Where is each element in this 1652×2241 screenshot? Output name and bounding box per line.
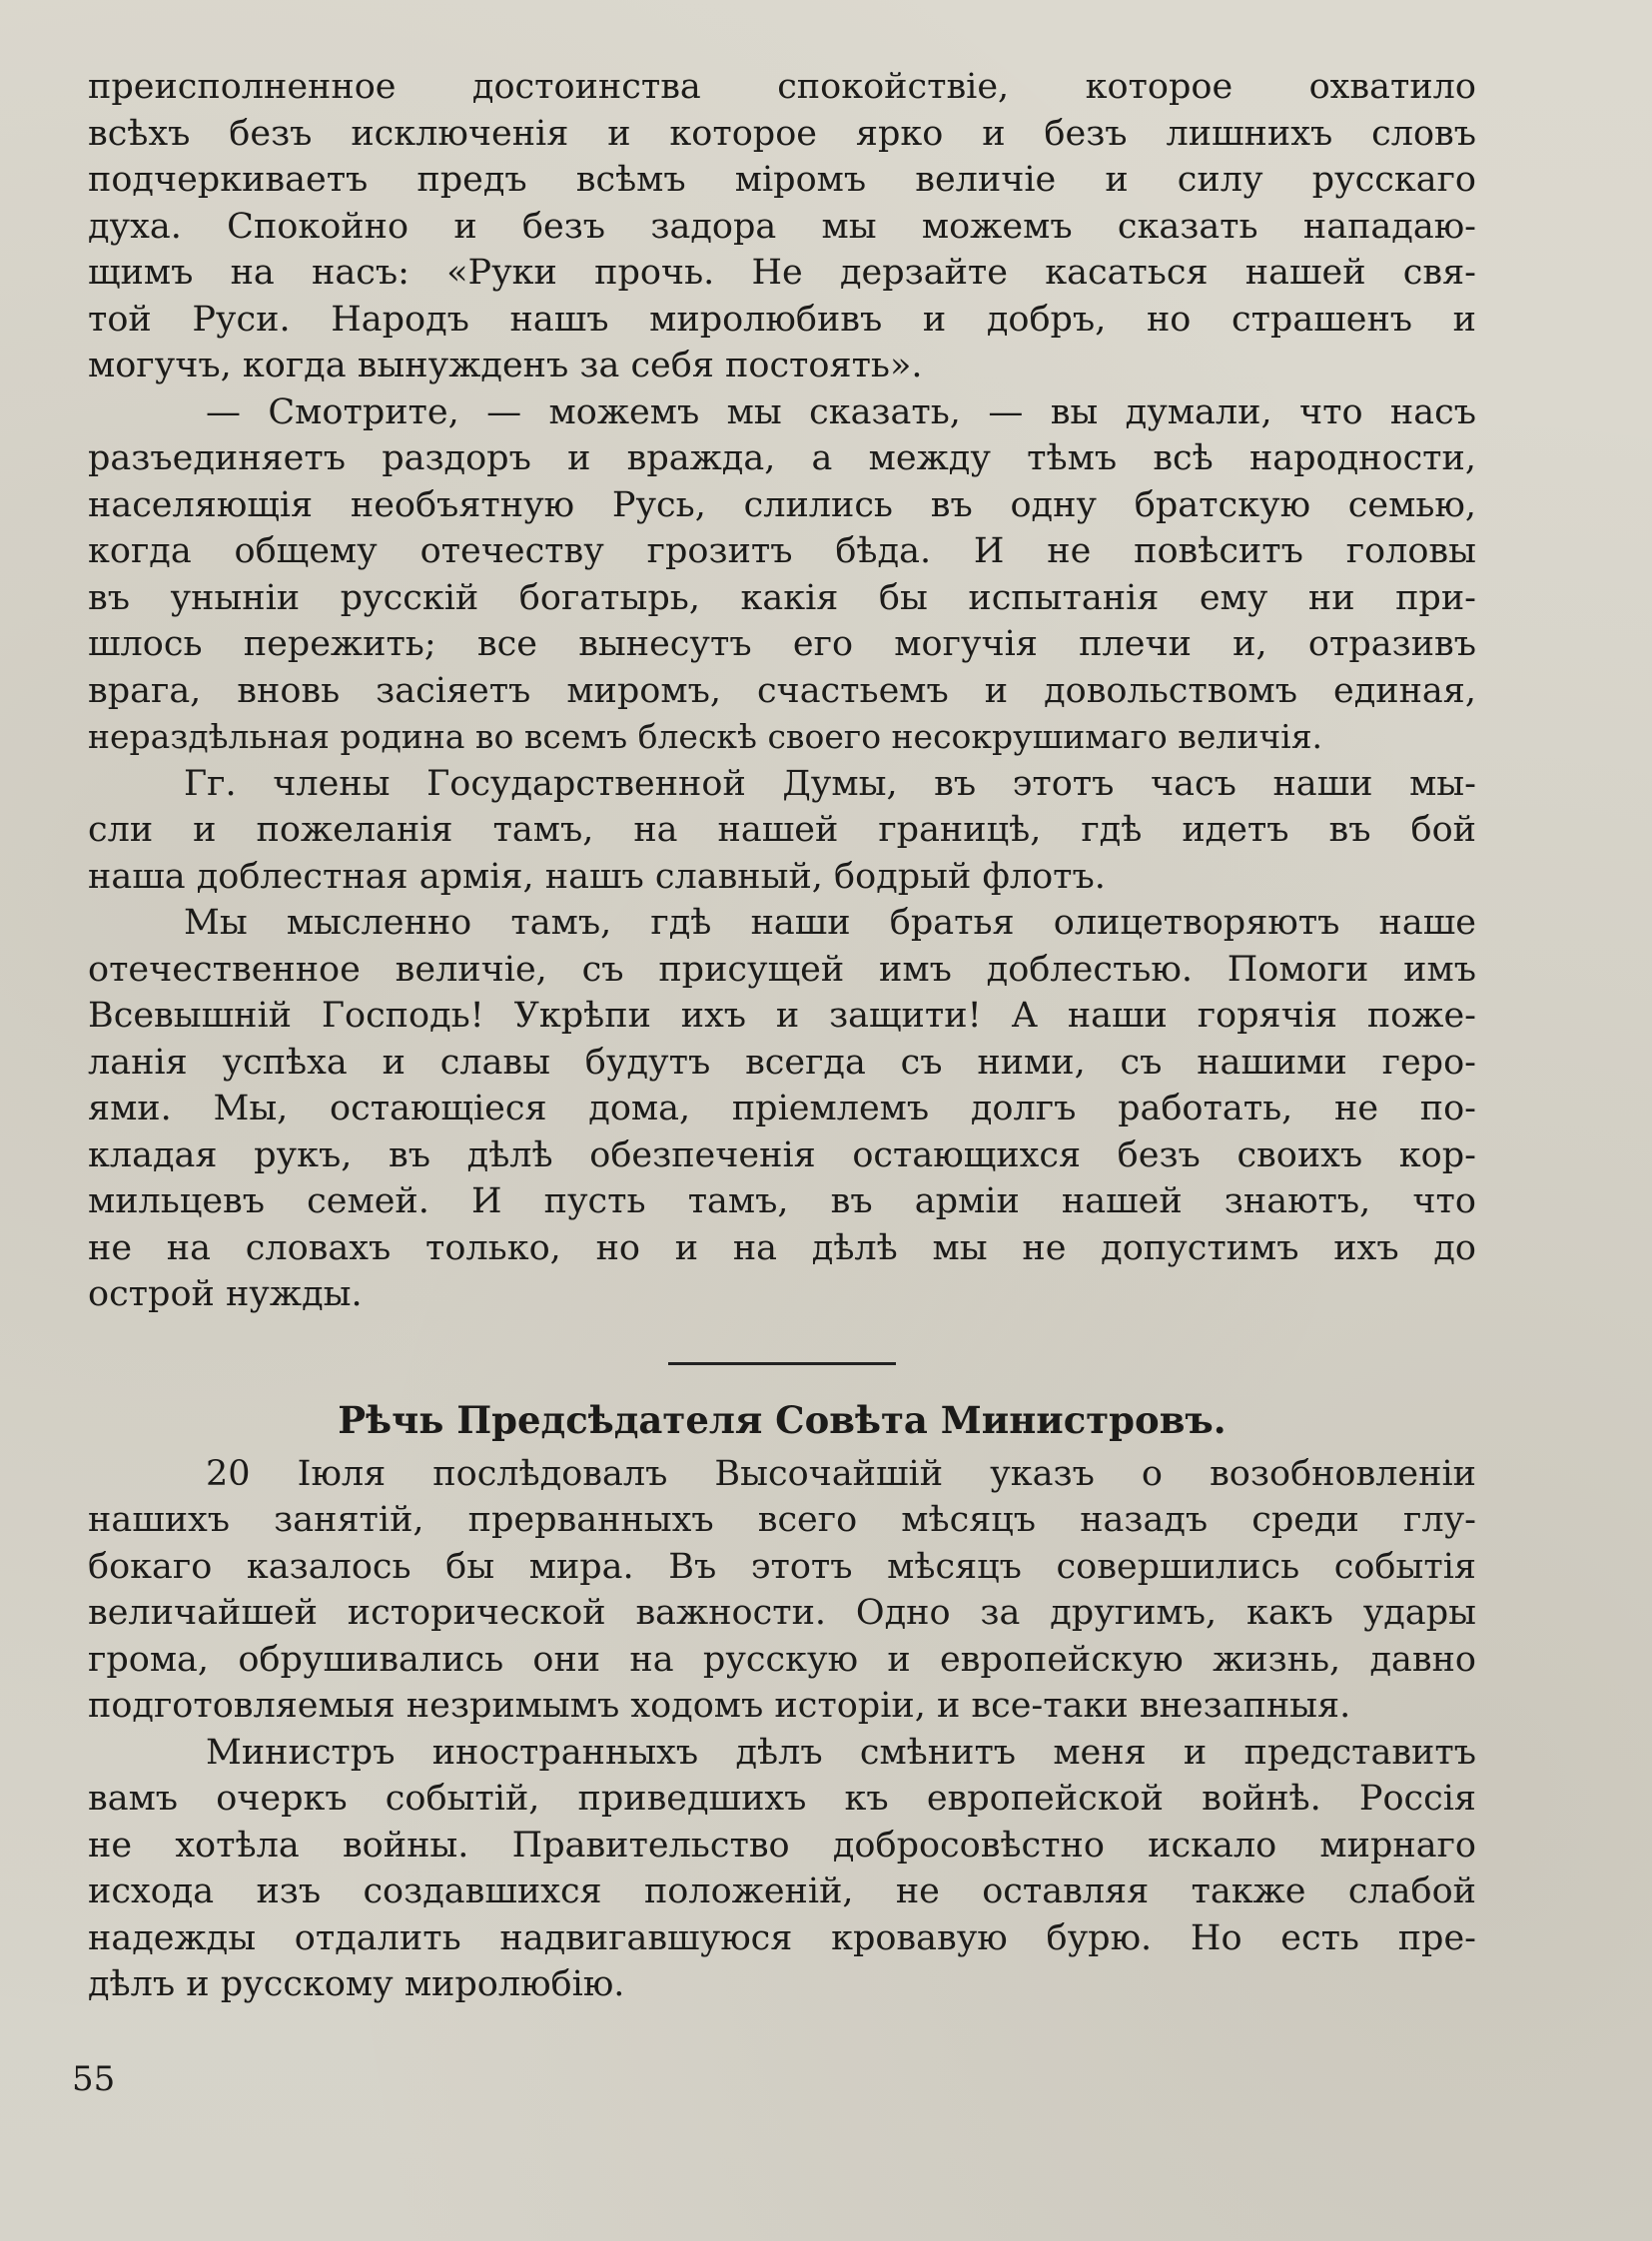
text-line: мильцевъ семей. И пусть тамъ, въ арміи нашей знаютъ, что [88,1181,1476,1221]
text-line: подготовляемыя незримымъ ходомъ исторіи, и все-таки внезапныя. [88,1686,1351,1726]
paragraph [88,900,1476,1318]
text-line: наша доблестная армія, нашъ славный, бодрый флотъ. [88,856,1106,897]
text-line: вамъ очеркъ событій, приведшихъ къ европейской войнѣ. Россія [88,1779,1476,1819]
text-line: разъединяетъ раздоръ и вражда, а между тѣмъ всѣ народности, [88,438,1476,478]
text-line: нашихъ занятій, прерванныхъ всего мѣсяцъ назадъ среди глу- [88,1500,1476,1540]
text-line: могучъ, когда вынужденъ за себя постоять». [88,346,923,385]
page-number: 55 [72,2059,116,2099]
text-line: грома, обрушивались они на русскую и европейскую жизнь, давно [88,1639,1476,1680]
paragraph [88,1730,1476,2008]
text-line: не хотѣла войны. Правительство добросовѣстно искало мирнаго [88,1825,1476,1866]
text-line: подчеркиваетъ предъ всѣмъ міромъ величіе и силу русскаго [88,160,1476,200]
text-line: ями. Мы, остающіеся дома, пріемлемъ долгъ работать, не по- [88,1089,1476,1128]
text-line: Гг. члены Государственной Думы, въ этотъ часъ наши мы- [184,763,1476,804]
text-line: шлось пережить; все вынесутъ его могучія плечи и, отразивъ [88,624,1476,664]
text-line: ланія успѣха и славы будутъ всегда съ ними, съ нашими геро- [88,1042,1476,1083]
text-line: отечественное величіе, съ присущей имъ доблестью. Помоги имъ [88,949,1476,990]
text-line: исхода изъ создавшихся положеній, не оставляя также слабой [88,1871,1476,1911]
text-line: преисполненное достоинства спокойствіе, которое охватило [88,67,1476,107]
text-line: Мы мысленно тамъ, гдѣ наши братья олицетворяютъ наше [184,903,1476,943]
section-heading: Рѣчь Предсѣдателя Совѣта Министровъ. [338,1397,1227,1442]
paragraph [88,1451,1476,1730]
text-line: Всевышній Господь! Укрѣпи ихъ и защити! А наши горячія поже- [88,996,1476,1036]
text-line: 20 Іюля послѣдовалъ Высочайшій указъ о возобновленіи [206,1453,1476,1494]
text-line: врага, вновь засіяетъ миромъ, счастьемъ и довольствомъ единая, [88,670,1476,711]
text-line: Министръ иностранныхъ дѣлъ смѣнитъ меня и представитъ [206,1732,1476,1773]
text-line: острой нужды. [88,1274,363,1314]
text-line: когда общему отечеству грозитъ бѣда. И не повѣситъ головы [88,531,1476,571]
text-line: нераздѣльная родина во всемъ блескѣ своего несокрушимаго величія. [88,717,1323,756]
text-line: щимъ на насъ: «Руки прочь. Не дерзайте касаться нашей свя- [88,253,1476,293]
text-line: — Смотрите, — можемъ мы сказать, — вы думали, что насъ [206,391,1476,432]
text-line: не на словахъ только, но и на дѣлѣ мы не допустимъ ихъ до [88,1227,1476,1268]
text-line: сли и пожеланія тамъ, на нашей границѣ, гдѣ идетъ въ бой [88,810,1476,850]
section-divider [668,1362,896,1365]
paragraph [88,761,1476,901]
text-line: духа. Спокойно и безъ задора мы можемъ сказать нападаю- [88,206,1476,247]
paragraph [88,389,1476,761]
text-line: бокаго казалось бы мира. Въ этотъ мѣсяцъ совершились событія [88,1546,1476,1587]
page-body [88,64,1476,2008]
text-line: въ уныніи русскій богатырь, какія бы испытанія ему ни при- [88,577,1476,618]
text-line: населяющія необъятную Русь, слились въ одну братскую семью, [88,484,1476,525]
text-line: кладая рукъ, въ дѣлѣ обезпеченія остающихся безъ своихъ кор- [88,1134,1476,1175]
text-line: надежды отдалить надвигавшуюся кровавую бурю. Но есть пре- [88,1917,1476,1958]
text-line: величайшей исторической важности. Одно за другимъ, какъ удары [88,1593,1476,1633]
text-line: всѣхъ безъ исключенія и которое ярко и безъ лишнихъ словъ [88,113,1476,154]
text-line: дѣлъ и русскому миролюбію. [88,1964,625,2004]
text-line: той Руси. Народъ нашъ миролюбивъ и добръ, но страшенъ и [88,299,1476,340]
paragraph-continuation [88,64,1476,389]
